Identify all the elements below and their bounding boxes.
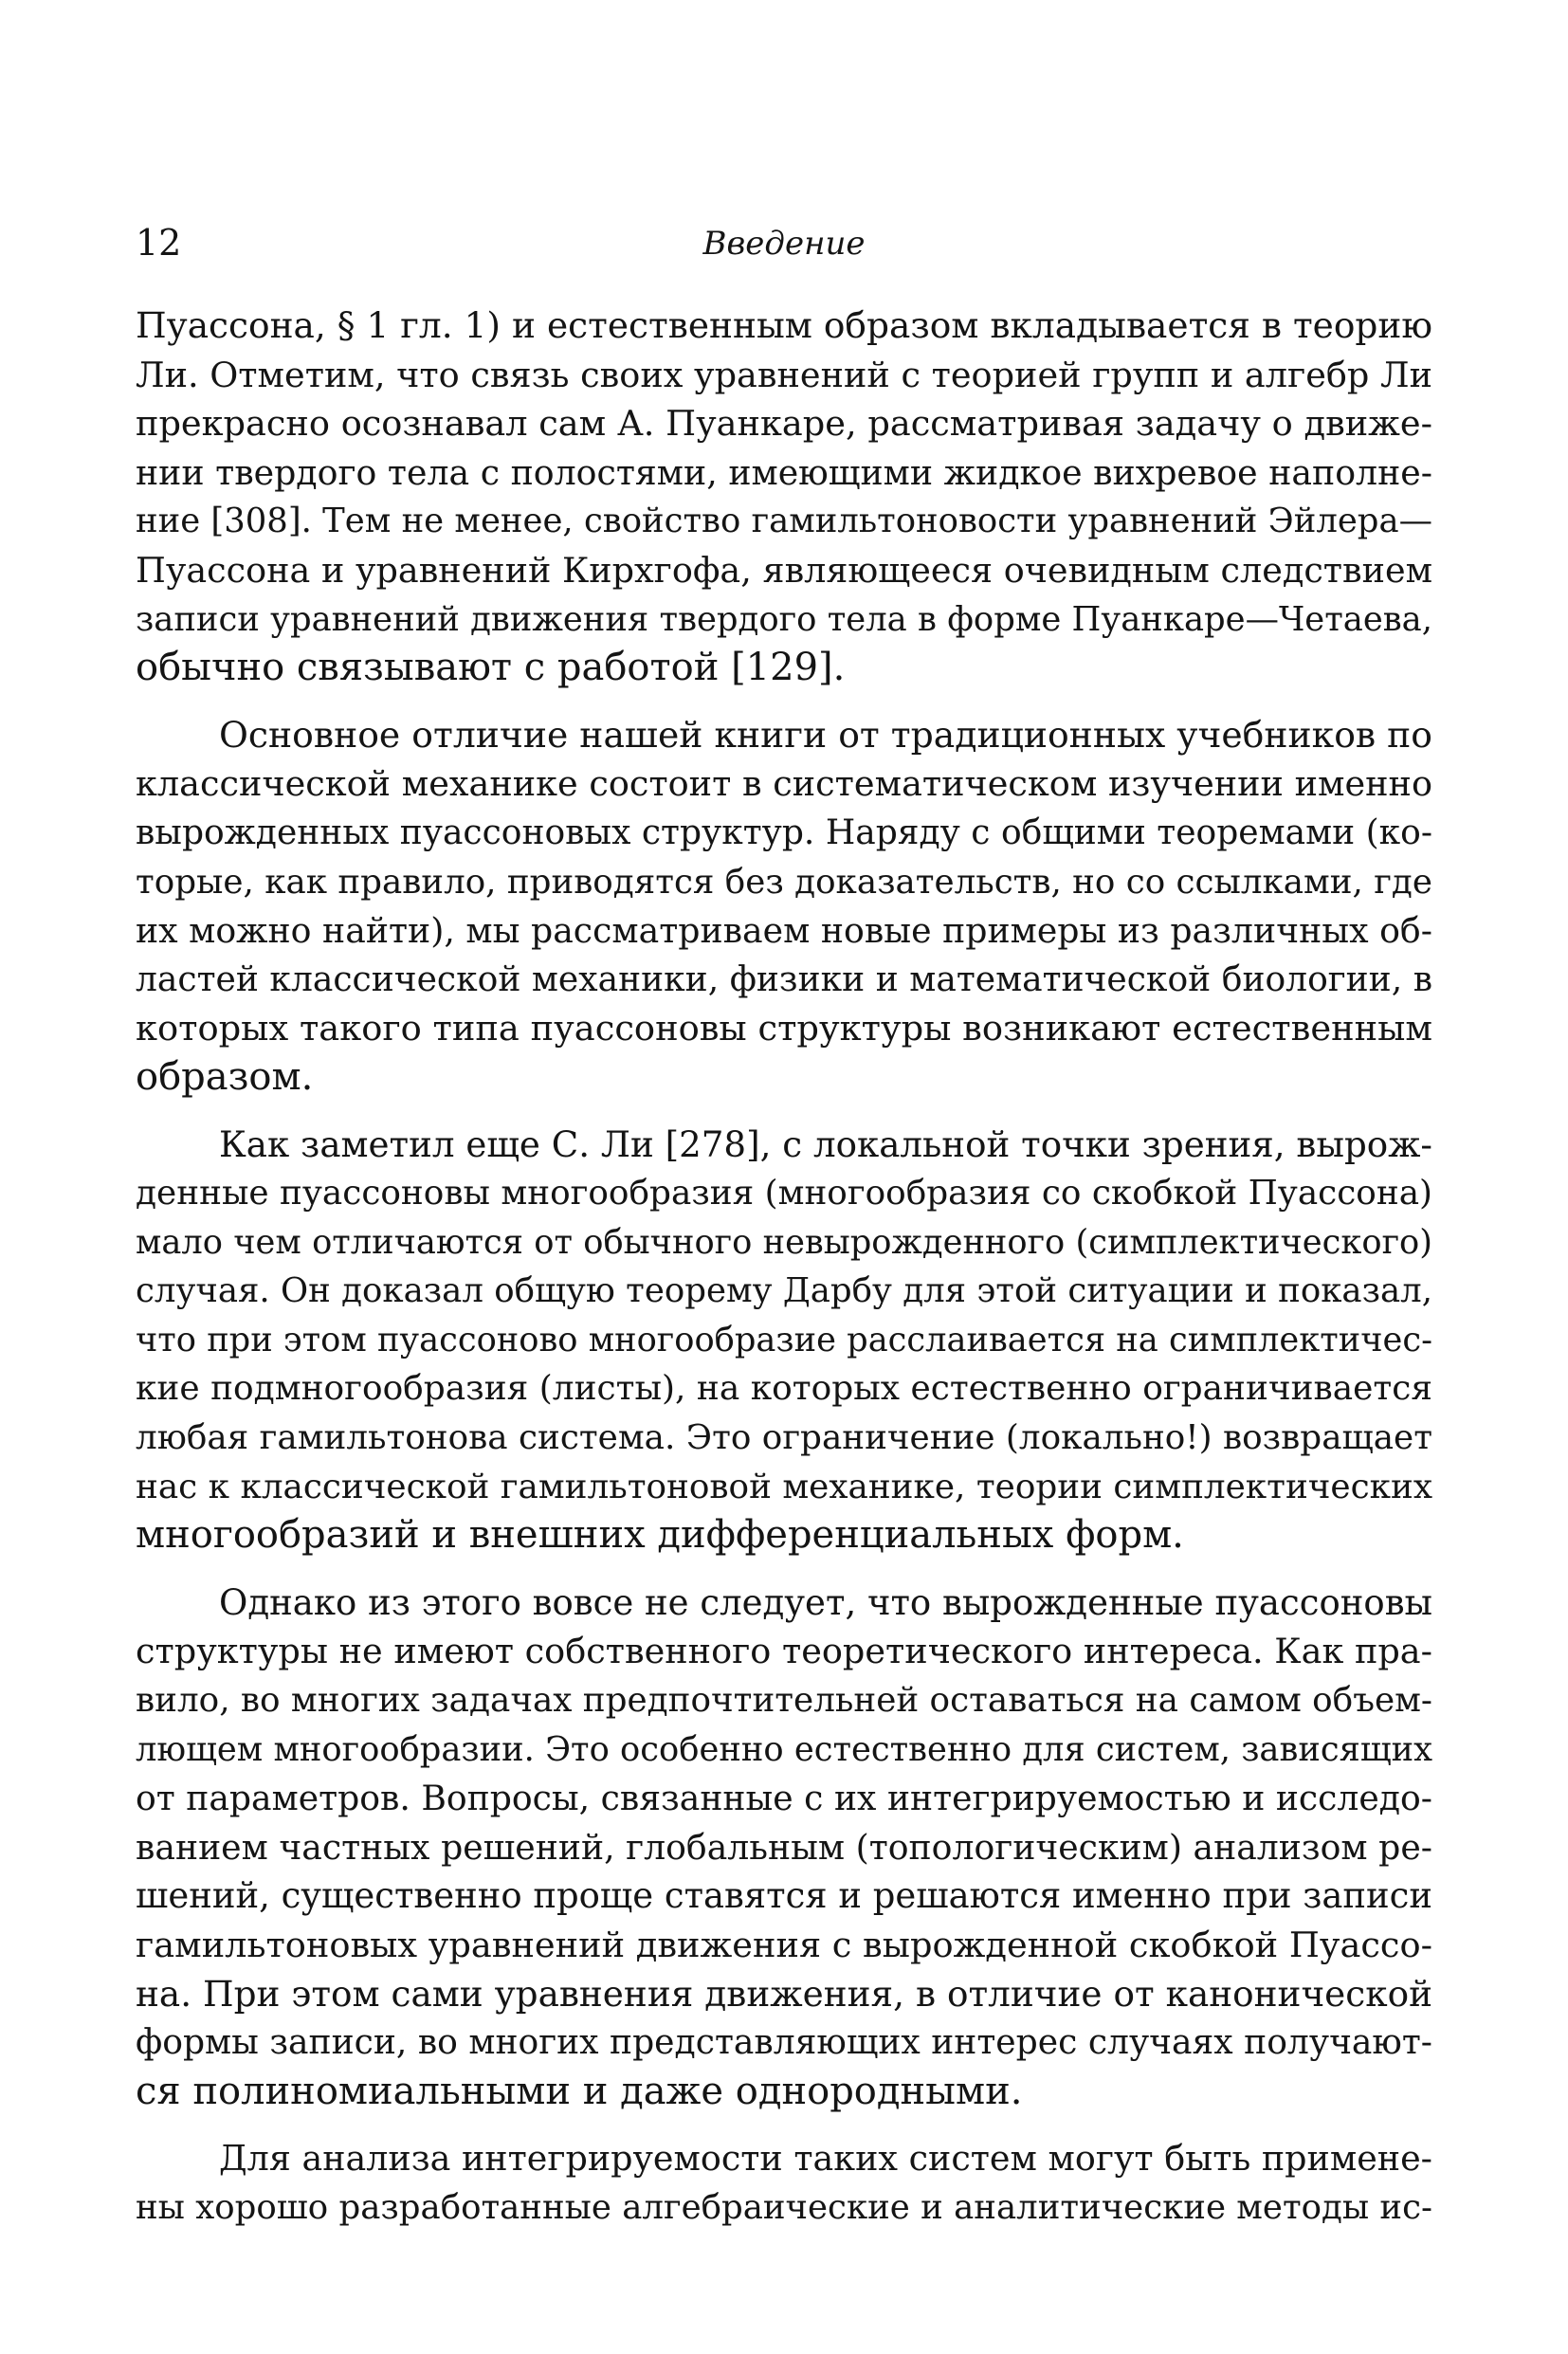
text-line: денные пуассоновы многообразия (многообразия со скобкой Пуассона) (136, 1174, 1432, 1213)
paragraph-3 (136, 1121, 1432, 1560)
text-line: Ли. Отметим, что связь своих уравнений с теорией групп и алгебр Ли (136, 354, 1432, 395)
text-line: вило, во многих задачах предпочтительней оставаться на самом объем- (136, 1681, 1432, 1721)
paragraph-1 (136, 301, 1432, 693)
text-line: Для анализа интегрируемости таких систем могут быть примене- (219, 2138, 1432, 2180)
text-line: классической механике состоит в систематическом изучении именно (136, 763, 1432, 805)
text-line: мало чем отличаются от обычного невырожденного (симплектического) (136, 1222, 1432, 1262)
text-line: Основное отличие нашей книги от традиционных учебников по (219, 713, 1432, 756)
text-line: ся полиномиальными и даже однородными. (136, 2069, 1023, 2113)
text-line: образом. (136, 1054, 314, 1099)
text-line: случая. Он доказал общую теорему Дарбу для этой ситуации и показал, (136, 1271, 1432, 1311)
text-line: формы записи, во многих представляющих интерес случаях получают- (136, 2022, 1432, 2063)
text-line: Пуассона, § 1 гл. 1) и естественным образом вкладывается в теорию (136, 304, 1432, 346)
text-line: любая гамильтонова система. Это ограничение (локально!) возвращает (136, 1418, 1432, 1458)
paragraph-5 (136, 2134, 1432, 2232)
text-line: ластей классической механики, физики и математической биологии, в (136, 958, 1432, 999)
body-text (136, 301, 1432, 2233)
text-line: ны хорошо разработанные алгебраические и аналитические методы ис- (136, 2187, 1432, 2227)
text-line: которых такого типа пуассоновы структуры возникают естественным (136, 1008, 1432, 1049)
running-head-title: Введение (702, 225, 866, 263)
page-number: 12 (136, 222, 182, 264)
text-line: кие подмногообразия (листы), на которых естественно ограничивается (136, 1369, 1432, 1409)
text-line: шений, существенно проще ставятся и решаются именно при записи (136, 1875, 1432, 1917)
text-line: ванием частных решений, глобальным (топологическим) анализом ре- (136, 1826, 1432, 1868)
text-line: Однако из этого вовсе не следует, что вырожденные пуассоновы (219, 1581, 1433, 1623)
text-line: многообразий и внешних дифференциальных форм. (136, 1513, 1184, 1558)
text-line: нас к классической гамильтоновой механике, теории симплектических (136, 1467, 1432, 1506)
text-line: что при этом пуассоново многообразие расслаивается на симплектичес- (136, 1320, 1432, 1359)
text-line: записи уравнений движения твердого тела в форме Пуанкаре—Четаева, (136, 599, 1432, 639)
text-line: нии твердого тела с полостями, имеющими жидкое вихревое наполне- (136, 451, 1432, 493)
paragraph-4 (136, 1578, 1432, 2117)
text-line: структуры не имеют собственного теоретического интереса. Как пра- (136, 1631, 1432, 1672)
text-line: от параметров. Вопросы, связанные с их интегрируемостью и исследо- (136, 1778, 1432, 1819)
paragraph-2 (136, 711, 1432, 1103)
text-line: их можно найти), мы рассматриваем новые примеры из различных об- (136, 910, 1432, 952)
text-line: обычно связывают с работой [129]. (136, 646, 846, 690)
text-line: вырожденных пуассоновых структур. Наряду с общими теоремами (ко- (136, 812, 1432, 852)
text-line: ние [308]. Тем не менее, свойство гамильтоновости уравнений Эйлера— (136, 502, 1432, 541)
text-line: лющем многообразии. Это особенно естественно для систем, зависящих (136, 1729, 1432, 1769)
text-line: торые, как правило, приводятся без доказательств, но со ссылками, где (136, 862, 1432, 902)
text-line: Как заметил еще С. Ли [278], с локальной точки зрения, вырож- (219, 1122, 1432, 1165)
text-line: прекрасно осознавал сам А. Пуанкаре, рассматривая задачу о движе- (136, 403, 1432, 445)
text-line: Пуассона и уравнений Кирхгофа, являющееся очевидным следствием (136, 549, 1432, 591)
text-line: гамильтоновых уравнений движения с вырожденной скобкой Пуассо- (136, 1925, 1432, 1965)
text-line: на. При этом сами уравнения движения, в отличие от канонической (136, 1972, 1432, 2015)
